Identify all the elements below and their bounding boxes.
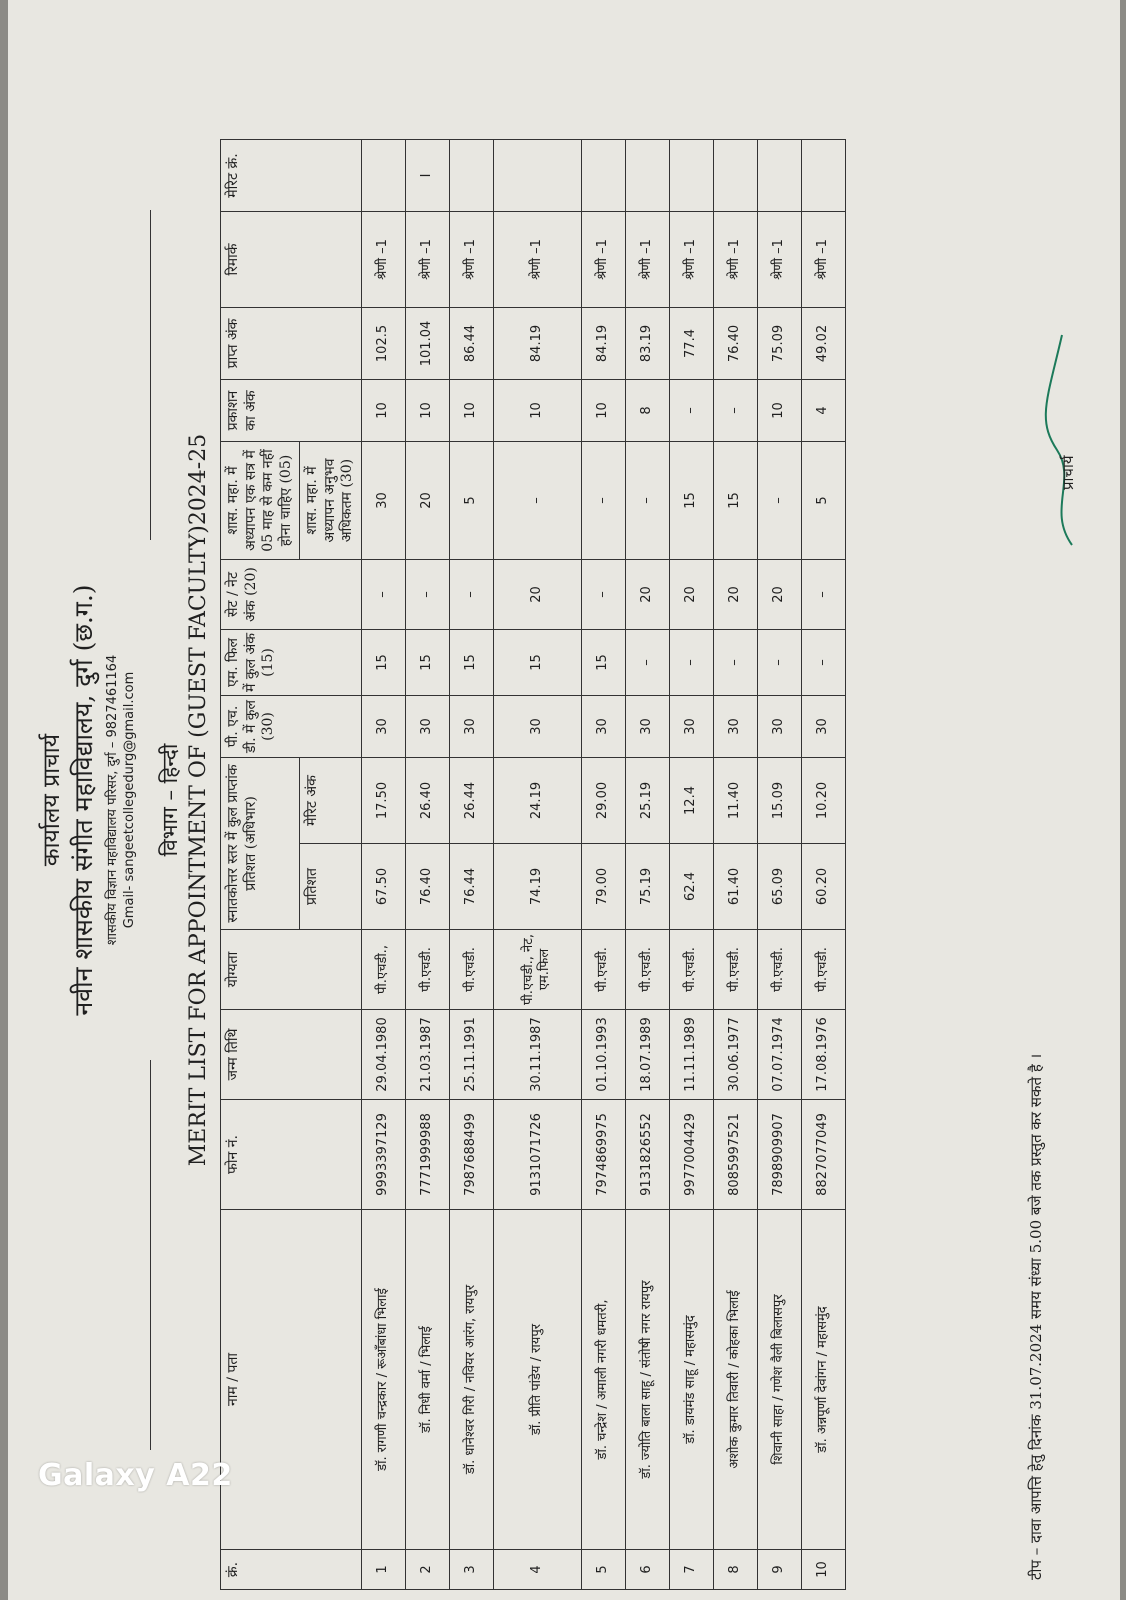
row-sno: 4 bbox=[493, 1550, 581, 1590]
row-name: डॉ. डायमंड साहू / महासमुंद bbox=[669, 1210, 713, 1550]
row-dob: 30.11.1987 bbox=[493, 1010, 581, 1100]
signature-label: प्राचार्य bbox=[1059, 455, 1077, 490]
row-total: 77.4 bbox=[669, 307, 713, 379]
row-merit-no bbox=[625, 139, 669, 211]
row-phone: 7898909907 bbox=[757, 1100, 801, 1210]
row-sno: 7 bbox=[669, 1550, 713, 1590]
row-merit-no bbox=[713, 139, 757, 211]
row-sno: 1 bbox=[361, 1550, 405, 1590]
table-row bbox=[669, 139, 713, 1589]
office-title: कार्यालय प्राचार्य bbox=[39, 733, 65, 867]
row-experience: – bbox=[493, 441, 581, 559]
row-dob: 29.04.1980 bbox=[361, 1010, 405, 1100]
row-qualification: पी.एचडी. bbox=[625, 930, 669, 1010]
row-mphil: – bbox=[801, 629, 845, 695]
row-publication: 10 bbox=[449, 379, 493, 441]
row-remark: श्रेणी –1 bbox=[669, 211, 713, 307]
row-merit-no bbox=[581, 139, 625, 211]
row-remark: श्रेणी –1 bbox=[405, 211, 449, 307]
signature bbox=[1042, 330, 1082, 550]
college-address: शासकीय विज्ञान महाविद्यालय परिसर, दुर्ग – 9827461164 bbox=[105, 654, 120, 946]
row-dob: 11.11.1989 bbox=[669, 1010, 713, 1100]
row-pg-merit: 29.00 bbox=[581, 757, 625, 843]
row-publication: 4 bbox=[801, 379, 845, 441]
row-pg-merit: 15.09 bbox=[757, 757, 801, 843]
row-merit-no bbox=[757, 139, 801, 211]
row-remark: श्रेणी –1 bbox=[713, 211, 757, 307]
row-phone: 7987688499 bbox=[449, 1100, 493, 1210]
row-mphil: – bbox=[713, 629, 757, 695]
col-pg-merit: मेरिट अंक bbox=[300, 757, 362, 843]
row-mphil: – bbox=[757, 629, 801, 695]
row-set-net: 20 bbox=[493, 559, 581, 629]
row-publication: 8 bbox=[625, 379, 669, 441]
row-phd: 30 bbox=[449, 695, 493, 757]
col-merit-no: मेरिट क्रं. bbox=[221, 139, 362, 211]
row-name: शिवानी साहा / गणेश वैली बिलासपुर bbox=[757, 1210, 801, 1550]
row-dob: 18.07.1989 bbox=[625, 1010, 669, 1100]
row-qualification: पी.एचडी., bbox=[361, 930, 405, 1010]
merit-list-title: MERIT LIST FOR APPOINTMENT OF (GUEST FACULTY)2024-25 bbox=[186, 433, 211, 1167]
row-merit-no bbox=[361, 139, 405, 211]
row-name: डॉ. अन्नपूर्णा देवांगन / महासमुंद bbox=[801, 1210, 845, 1550]
row-remark: श्रेणी –1 bbox=[625, 211, 669, 307]
row-phone: 7974869975 bbox=[581, 1100, 625, 1210]
row-pg-percent: 76.44 bbox=[449, 844, 493, 930]
row-pg-merit: 25.19 bbox=[625, 757, 669, 843]
row-phd: 30 bbox=[669, 695, 713, 757]
col-sno: क्रं. bbox=[221, 1550, 362, 1590]
row-qualification: पी.एचडी. bbox=[801, 930, 845, 1010]
row-phone: 9993397129 bbox=[361, 1100, 405, 1210]
row-pg-percent: 62.4 bbox=[669, 844, 713, 930]
table-row bbox=[713, 139, 757, 1589]
row-publication: 10 bbox=[361, 379, 405, 441]
row-phd: 30 bbox=[405, 695, 449, 757]
row-dob: 17.08.1976 bbox=[801, 1010, 845, 1100]
row-remark: श्रेणी –1 bbox=[449, 211, 493, 307]
row-sno: 8 bbox=[713, 1550, 757, 1590]
row-dob: 21.03.1987 bbox=[405, 1010, 449, 1100]
row-merit-no bbox=[493, 139, 581, 211]
row-pg-percent: 74.19 bbox=[493, 844, 581, 930]
row-sno: 6 bbox=[625, 1550, 669, 1590]
row-set-net: – bbox=[405, 559, 449, 629]
col-name: नाम / पता bbox=[221, 1210, 362, 1550]
row-experience: – bbox=[625, 441, 669, 559]
row-pg-merit: 26.40 bbox=[405, 757, 449, 843]
row-publication: – bbox=[713, 379, 757, 441]
row-pg-percent: 67.50 bbox=[361, 844, 405, 930]
row-experience: 5 bbox=[449, 441, 493, 559]
document-paper bbox=[8, 0, 1120, 1600]
table-row bbox=[361, 139, 405, 1589]
college-name: नवीन शासकीय संगीत महाविद्यालय, दुर्ग (छ.ग.) bbox=[69, 584, 98, 1016]
row-experience: 5 bbox=[801, 441, 845, 559]
row-remark: श्रेणी –1 bbox=[801, 211, 845, 307]
row-pg-merit: 11.40 bbox=[713, 757, 757, 843]
row-publication: 10 bbox=[405, 379, 449, 441]
row-sno: 3 bbox=[449, 1550, 493, 1590]
row-pg-merit: 12.4 bbox=[669, 757, 713, 843]
row-experience: 15 bbox=[713, 441, 757, 559]
row-remark: श्रेणी –1 bbox=[757, 211, 801, 307]
row-sno: 2 bbox=[405, 1550, 449, 1590]
row-sno: 5 bbox=[581, 1550, 625, 1590]
row-total: 86.44 bbox=[449, 307, 493, 379]
merit-table bbox=[220, 139, 846, 1590]
row-name: डॉ. रागणी चन्द्रकार / रूआँबांधा भिलाई bbox=[361, 1210, 405, 1550]
row-set-net: 20 bbox=[625, 559, 669, 629]
row-mphil: 15 bbox=[449, 629, 493, 695]
row-set-net: – bbox=[581, 559, 625, 629]
col-experience: शास. महा. में अध्यापन एक सत्र में 05 माह से कम नहीं होना चाहिए (05) bbox=[221, 441, 300, 559]
row-mphil: 15 bbox=[405, 629, 449, 695]
row-mphil: 15 bbox=[361, 629, 405, 695]
row-mphil: 15 bbox=[581, 629, 625, 695]
row-name: डॉ. धानेश्वर गिरी / नवियर आरंग, रायपुर bbox=[449, 1210, 493, 1550]
row-mphil: 15 bbox=[493, 629, 581, 695]
col-phone: फोन नं. bbox=[221, 1100, 362, 1210]
row-phd: 30 bbox=[493, 695, 581, 757]
col-remark: रिमार्क bbox=[221, 211, 362, 307]
row-mphil: – bbox=[669, 629, 713, 695]
row-phd: 30 bbox=[713, 695, 757, 757]
col-pg-percent: प्रतिशत bbox=[300, 844, 362, 930]
row-mphil: – bbox=[625, 629, 669, 695]
row-experience: – bbox=[581, 441, 625, 559]
row-total: 76.40 bbox=[713, 307, 757, 379]
divider-right bbox=[150, 210, 151, 540]
row-experience: 20 bbox=[405, 441, 449, 559]
row-phone: 8827077049 bbox=[801, 1100, 845, 1210]
row-pg-merit: 24.19 bbox=[493, 757, 581, 843]
row-name: डॉ. ज्योति बाला साहू / संतोषी नगर रायपुर bbox=[625, 1210, 669, 1550]
rotated-document bbox=[8, 0, 1126, 1600]
table-row bbox=[405, 139, 449, 1589]
row-dob: 25.11.1991 bbox=[449, 1010, 493, 1100]
row-phd: 30 bbox=[625, 695, 669, 757]
row-name: डॉ. प्रीति पांडेय / रायपुर bbox=[493, 1210, 581, 1550]
row-phone: 7771999988 bbox=[405, 1100, 449, 1210]
table-row bbox=[449, 139, 493, 1589]
col-set-net: सेट / नेट अंक (20) bbox=[221, 559, 362, 629]
row-set-net: 20 bbox=[713, 559, 757, 629]
row-pg-merit: 26.44 bbox=[449, 757, 493, 843]
footer-note: टीप – दावा आपत्ति हेतु दिनांक 31.07.2024 समय संध्या 5.00 बजे तक प्रस्तुत कर सकते है । bbox=[1027, 1053, 1045, 1580]
device-watermark: Galaxy A22 bbox=[38, 1458, 233, 1493]
table-header-row bbox=[221, 139, 300, 1589]
row-phone: 9977004429 bbox=[669, 1100, 713, 1210]
table-row bbox=[757, 139, 801, 1589]
row-total: 75.09 bbox=[757, 307, 801, 379]
table-row bbox=[625, 139, 669, 1589]
row-name: डॉ. चन्द्रेश / अमाली नगरी धमतरी, bbox=[581, 1210, 625, 1550]
row-dob: 30.06.1977 bbox=[713, 1010, 757, 1100]
row-pg-merit: 17.50 bbox=[361, 757, 405, 843]
row-experience: – bbox=[757, 441, 801, 559]
col-experience-sub: शास. महा. में अध्यापन अनुभव अधिकतम (30) bbox=[300, 441, 362, 559]
row-set-net: 20 bbox=[669, 559, 713, 629]
row-qualification: पी.एचडी. bbox=[405, 930, 449, 1010]
col-pg: स्नातकोत्तर स्तर में कुल प्राप्तांक प्रतिशत (अधिभार) bbox=[221, 757, 300, 929]
row-pg-percent: 65.09 bbox=[757, 844, 801, 930]
table-body bbox=[361, 139, 845, 1589]
row-merit-no bbox=[669, 139, 713, 211]
row-qualification: पी.एचडी. bbox=[449, 930, 493, 1010]
row-total: 84.19 bbox=[581, 307, 625, 379]
row-name: डॉ. निधी वर्मा / भिलाई bbox=[405, 1210, 449, 1550]
row-qualification: पी.एचडी. bbox=[757, 930, 801, 1010]
row-merit-no: I bbox=[405, 139, 449, 211]
row-sno: 10 bbox=[801, 1550, 845, 1590]
row-sno: 9 bbox=[757, 1550, 801, 1590]
row-set-net: – bbox=[361, 559, 405, 629]
college-email: Gmail- sangeetcollegedurg@gmail.com bbox=[122, 671, 137, 929]
col-qualification: योग्यता bbox=[221, 930, 362, 1010]
row-phd: 30 bbox=[801, 695, 845, 757]
row-set-net: – bbox=[449, 559, 493, 629]
row-phone: 9131826552 bbox=[625, 1100, 669, 1210]
department-title: विभाग – हिन्दी bbox=[158, 743, 182, 857]
row-experience: 15 bbox=[669, 441, 713, 559]
row-phone: 9131071726 bbox=[493, 1100, 581, 1210]
row-pg-percent: 60.20 bbox=[801, 844, 845, 930]
row-phone: 8085997521 bbox=[713, 1100, 757, 1210]
col-dob: जन्म तिथि bbox=[221, 1010, 362, 1100]
row-pg-percent: 79.00 bbox=[581, 844, 625, 930]
row-qualification: पी.एचडी., नेट, एम.फिल bbox=[493, 930, 581, 1010]
row-phd: 30 bbox=[361, 695, 405, 757]
row-set-net: 20 bbox=[757, 559, 801, 629]
row-set-net: – bbox=[801, 559, 845, 629]
row-qualification: पी.एचडी. bbox=[669, 930, 713, 1010]
row-publication: 10 bbox=[757, 379, 801, 441]
row-experience: 30 bbox=[361, 441, 405, 559]
divider-left bbox=[150, 1060, 151, 1450]
row-merit-no bbox=[801, 139, 845, 211]
row-total: 102.5 bbox=[361, 307, 405, 379]
row-dob: 07.07.1974 bbox=[757, 1010, 801, 1100]
col-mphil: एम. फिल में कुल अंक (15) bbox=[221, 629, 362, 695]
row-remark: श्रेणी –1 bbox=[361, 211, 405, 307]
row-total: 83.19 bbox=[625, 307, 669, 379]
row-phd: 30 bbox=[757, 695, 801, 757]
col-phd: पी. एच. डी. में कुल (30) bbox=[221, 695, 362, 757]
row-publication: 10 bbox=[581, 379, 625, 441]
row-pg-percent: 61.40 bbox=[713, 844, 757, 930]
row-name: अशोक कुमार तिवारी / कोहका भिलाई bbox=[713, 1210, 757, 1550]
col-total: प्राप्त अंक bbox=[221, 307, 362, 379]
row-merit-no bbox=[449, 139, 493, 211]
row-remark: श्रेणी –1 bbox=[493, 211, 581, 307]
row-qualification: पी.एचडी. bbox=[713, 930, 757, 1010]
row-pg-percent: 76.40 bbox=[405, 844, 449, 930]
row-total: 84.19 bbox=[493, 307, 581, 379]
row-remark: श्रेणी –1 bbox=[581, 211, 625, 307]
row-dob: 01.10.1993 bbox=[581, 1010, 625, 1100]
table-row bbox=[801, 139, 845, 1589]
row-total: 49.02 bbox=[801, 307, 845, 379]
table-row bbox=[493, 139, 581, 1589]
row-pg-percent: 75.19 bbox=[625, 844, 669, 930]
row-total: 101.04 bbox=[405, 307, 449, 379]
table-row bbox=[581, 139, 625, 1589]
col-publication: प्रकाशन का अंक bbox=[221, 379, 362, 441]
row-publication: 10 bbox=[493, 379, 581, 441]
row-qualification: पी.एचडी. bbox=[581, 930, 625, 1010]
row-phd: 30 bbox=[581, 695, 625, 757]
row-publication: – bbox=[669, 379, 713, 441]
row-pg-merit: 10.20 bbox=[801, 757, 845, 843]
